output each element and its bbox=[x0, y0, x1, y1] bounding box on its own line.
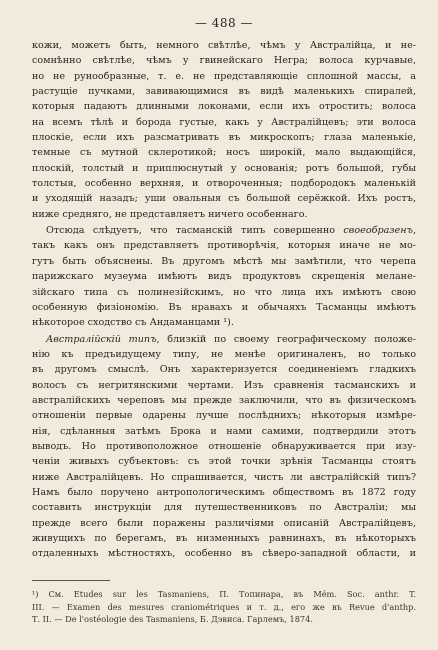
text-line: отдаленныхъ мѣстностяхъ, особенно въ сѣверо-западной области, и bbox=[32, 548, 416, 560]
text-line: кожи, можетъ быть, немного свѣтлѣе, чѣмъ у Австралійца, и не- bbox=[32, 40, 416, 51]
line-suffix: , bbox=[412, 225, 416, 237]
italic-phrase: Австралійскій типъ bbox=[46, 333, 157, 345]
text-line: нѣкоторое сходство съ Андаманцами ¹). bbox=[32, 317, 234, 329]
text-line: австралійскихъ череповъ мы прежде заключили, что въ физическомъ bbox=[32, 394, 416, 406]
text-line: отношеніи первые одарены лучше послѣднихъ; нѣкоторыя измѣре- bbox=[32, 410, 416, 422]
text-line: составить инструкціи для путешественниковъ по Австраліи; мы bbox=[32, 502, 416, 514]
text-line: плоскій, толстый и приплюснутый у основанія; ротъ большой, губы bbox=[32, 162, 416, 174]
text-line: живущихъ по берегамъ, въ низменныхъ равнинахъ, въ нѣкоторыхъ bbox=[32, 533, 416, 544]
text-line: парижскаго музеума имѣютъ видъ продуктовъ скрещенія мелане- bbox=[32, 271, 416, 283]
text-line-with-italic bbox=[32, 223, 416, 238]
text-line: особенную физіономію. Въ нравахъ и обычаяхъ Тасманцы имѣютъ bbox=[32, 301, 416, 313]
text-line: зійскаго типа съ полинезійскимъ, но что лица ихъ имѣютъ свою bbox=[32, 286, 416, 298]
text-line: ниже Австралійцевъ. Но спрашивается, чистъ ли австралійскій типъ? bbox=[32, 471, 416, 483]
italic-word: своеобразенъ bbox=[343, 225, 413, 237]
text-line: но не рунообразные, т. е. не представляющіе сплошной массы, а bbox=[32, 70, 416, 82]
text-line: которыя падаютъ длинными локонами, если ихъ отростить; волоса bbox=[32, 101, 416, 113]
line-suffix: , близкій по своему географическому положе- bbox=[156, 333, 416, 345]
text-line: волосъ съ негритянскими чертами. Изъ сравненія тасманскихъ и bbox=[32, 379, 416, 391]
text-line: нію къ предъидущему типу, не менѣе оригиналенъ, но только bbox=[32, 348, 416, 360]
text-line: растущіе пучками, завивающимися въ видѣ маленькихъ спиралей, bbox=[32, 86, 416, 98]
text-line: въ другомъ смыслѣ. Онъ характеризуется соединеніемъ гладкихъ bbox=[32, 364, 416, 376]
paragraph-3 bbox=[32, 332, 416, 562]
footnote-line: ¹) См. Etudes sur les Tasmaniens, П. Топинара, въ Mém. Soc. anthr. T. bbox=[32, 589, 416, 599]
text-line: ниже средняго, не представляетъ ничего особеннаго. bbox=[32, 208, 308, 220]
footnote-line: Т. II. — De l'ostéologie des Tasmaniens, Б. Дэвиса. Гарлемъ, 1874. bbox=[32, 614, 313, 625]
text-line: выводъ. Но противоположное отношеніе обнаруживается при изу- bbox=[32, 440, 416, 452]
text-line: прежде всего были поражены различіями описаній Австралійцевъ, bbox=[32, 517, 416, 529]
text-line: Намъ было поручено антропологическимъ обществомъ въ 1872 году bbox=[32, 486, 416, 498]
text-line-with-italic bbox=[32, 332, 416, 347]
footnote-divider bbox=[32, 580, 110, 581]
footnote bbox=[32, 588, 416, 626]
text-line: на всемъ тѣлѣ и борода густые, какъ у Австралійцевъ; эти волоса bbox=[32, 116, 416, 128]
page-number: — 488 — bbox=[194, 16, 254, 30]
text-line: такъ какъ онъ представляетъ противорѣчія, которыя иначе не мо- bbox=[32, 240, 416, 252]
text-line: темные съ мутной склеротикой; носъ широкій, мало выдающійся, bbox=[32, 147, 416, 159]
text-line: сомнѣнно свѣтлѣе, чѣмъ у гвинейскаго Негра; волоса курчавые, bbox=[32, 55, 416, 67]
text-line: плоскіе, если ихъ разсматривать въ микроскопъ; глаза маленькіе, bbox=[32, 132, 416, 144]
text-line: гутъ быть объяснены. Въ другомъ мѣстѣ мы замѣтили, что черепа bbox=[32, 255, 416, 267]
text-line: толстыя, особенно верхняя, и отвороченныя; подбородокъ маленькій bbox=[32, 178, 416, 190]
paragraph-1 bbox=[32, 38, 416, 222]
line-prefix: Отсюда слѣдуетъ, что тасманскій типъ совершенно bbox=[46, 225, 344, 237]
text-line: и уходящій назадъ; уши овальныя съ большой серёжкой. Ихъ ростъ, bbox=[32, 193, 416, 205]
paragraph-2 bbox=[32, 223, 416, 330]
text-line: ченіи живыхъ субъектовъ: съ этой точки зрѣнія Тасманцы стоятъ bbox=[32, 456, 416, 468]
text-line: нія, сдѣланныя затѣмъ Брока и нами самими, подтвердили этотъ bbox=[32, 425, 416, 437]
footnote-line: III. — Examen des mesures craniométriques и т. д., его же въ Revue d'anthр. bbox=[32, 601, 416, 612]
body-text bbox=[32, 38, 416, 562]
